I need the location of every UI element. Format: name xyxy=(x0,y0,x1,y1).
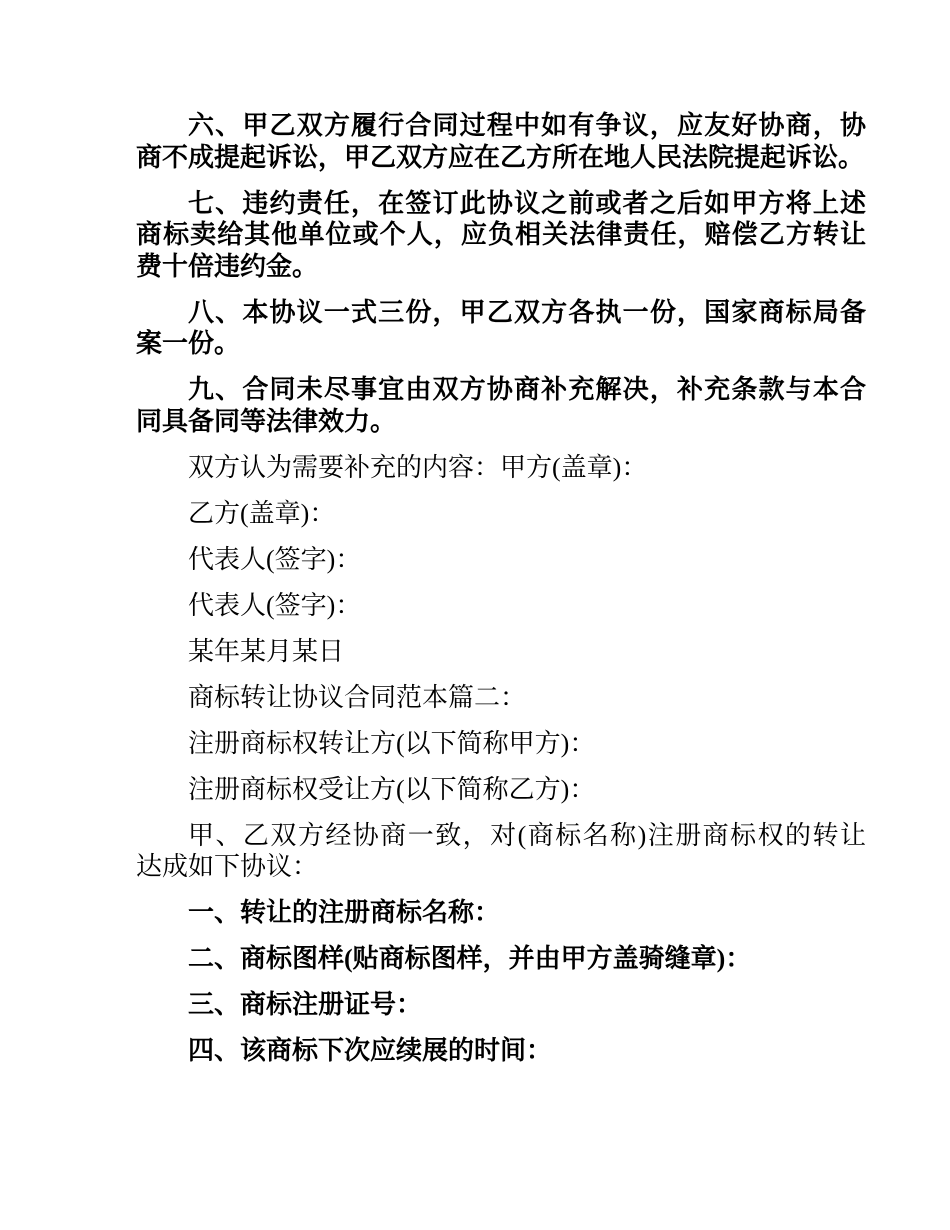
text-line: 二、商标图样(贴商标图样，并由甲方盖骑缝章)： xyxy=(188,944,752,973)
text-line: 商标卖给其他单位或个人，应负相关法律责任，赔偿乙方转让 xyxy=(136,220,866,249)
paragraph-clause-1 xyxy=(136,897,866,929)
text-line: 八、本协议一式三份，甲乙双方各执一份，国家商标局备 xyxy=(188,297,866,327)
text-line: 费十倍违约金。 xyxy=(136,251,319,281)
text-line: 六、甲乙双方履行合同过程中如有争议，应友好协商，协 xyxy=(188,111,866,140)
text-line: 九、合同未尽事宜由双方协商补充解决，补充条款与本合 xyxy=(188,375,866,404)
paragraph-date xyxy=(136,636,866,668)
paragraph-clause-6 xyxy=(136,110,866,173)
text-line: 商标转让协议合同范本篇二： xyxy=(188,682,527,712)
paragraph-transferor xyxy=(136,728,866,760)
text-line: 达成如下协议： xyxy=(136,852,319,881)
document-text-block xyxy=(136,110,866,1067)
paragraph-clause-2 xyxy=(136,943,866,975)
text-line: 代表人(签字)： xyxy=(188,590,362,620)
text-line: 双方认为需要补充的内容：甲方(盖章)： xyxy=(188,452,648,482)
text-line: 同具备同等法律效力。 xyxy=(136,406,397,436)
paragraph-party-b-seal xyxy=(136,498,866,530)
paragraph-clause-7 xyxy=(136,188,866,283)
paragraph-transferee xyxy=(136,774,866,806)
paragraph-clause-3 xyxy=(136,989,866,1021)
paragraph-supplement-content xyxy=(136,452,866,484)
paragraph-representative-signature-1 xyxy=(136,544,866,576)
text-line: 七、违约责任，在签订此协议之前或者之后如甲方将上述 xyxy=(188,188,866,218)
paragraph-representative-signature-2 xyxy=(136,590,866,622)
paragraph-agreement-intro xyxy=(136,820,866,883)
text-line: 商不成提起诉讼，甲乙双方应在乙方所在地人民法院提起诉讼。 xyxy=(136,142,865,172)
text-line: 三、商标注册证号： xyxy=(188,990,423,1019)
text-line: 甲、乙双方经协商一致，对(商标名称)注册商标权的转让 xyxy=(188,820,866,850)
text-line: 一、转让的注册商标名称： xyxy=(188,898,501,927)
text-line: 四、该商标下次应续展的时间： xyxy=(188,1036,553,1065)
text-line: 代表人(签字)： xyxy=(188,544,362,574)
text-line: 注册商标权受让方(以下简称乙方)： xyxy=(188,774,596,804)
paragraph-template-2-title xyxy=(136,682,866,714)
text-line: 注册商标权转让方(以下简称甲方)： xyxy=(188,728,596,758)
text-line: 某年某月某日 xyxy=(188,636,345,666)
paragraph-clause-4 xyxy=(136,1035,866,1067)
text-line: 案一份。 xyxy=(136,329,241,358)
paragraph-clause-8 xyxy=(136,297,866,360)
text-line: 乙方(盖章)： xyxy=(188,498,336,528)
paragraph-clause-9 xyxy=(136,374,866,437)
